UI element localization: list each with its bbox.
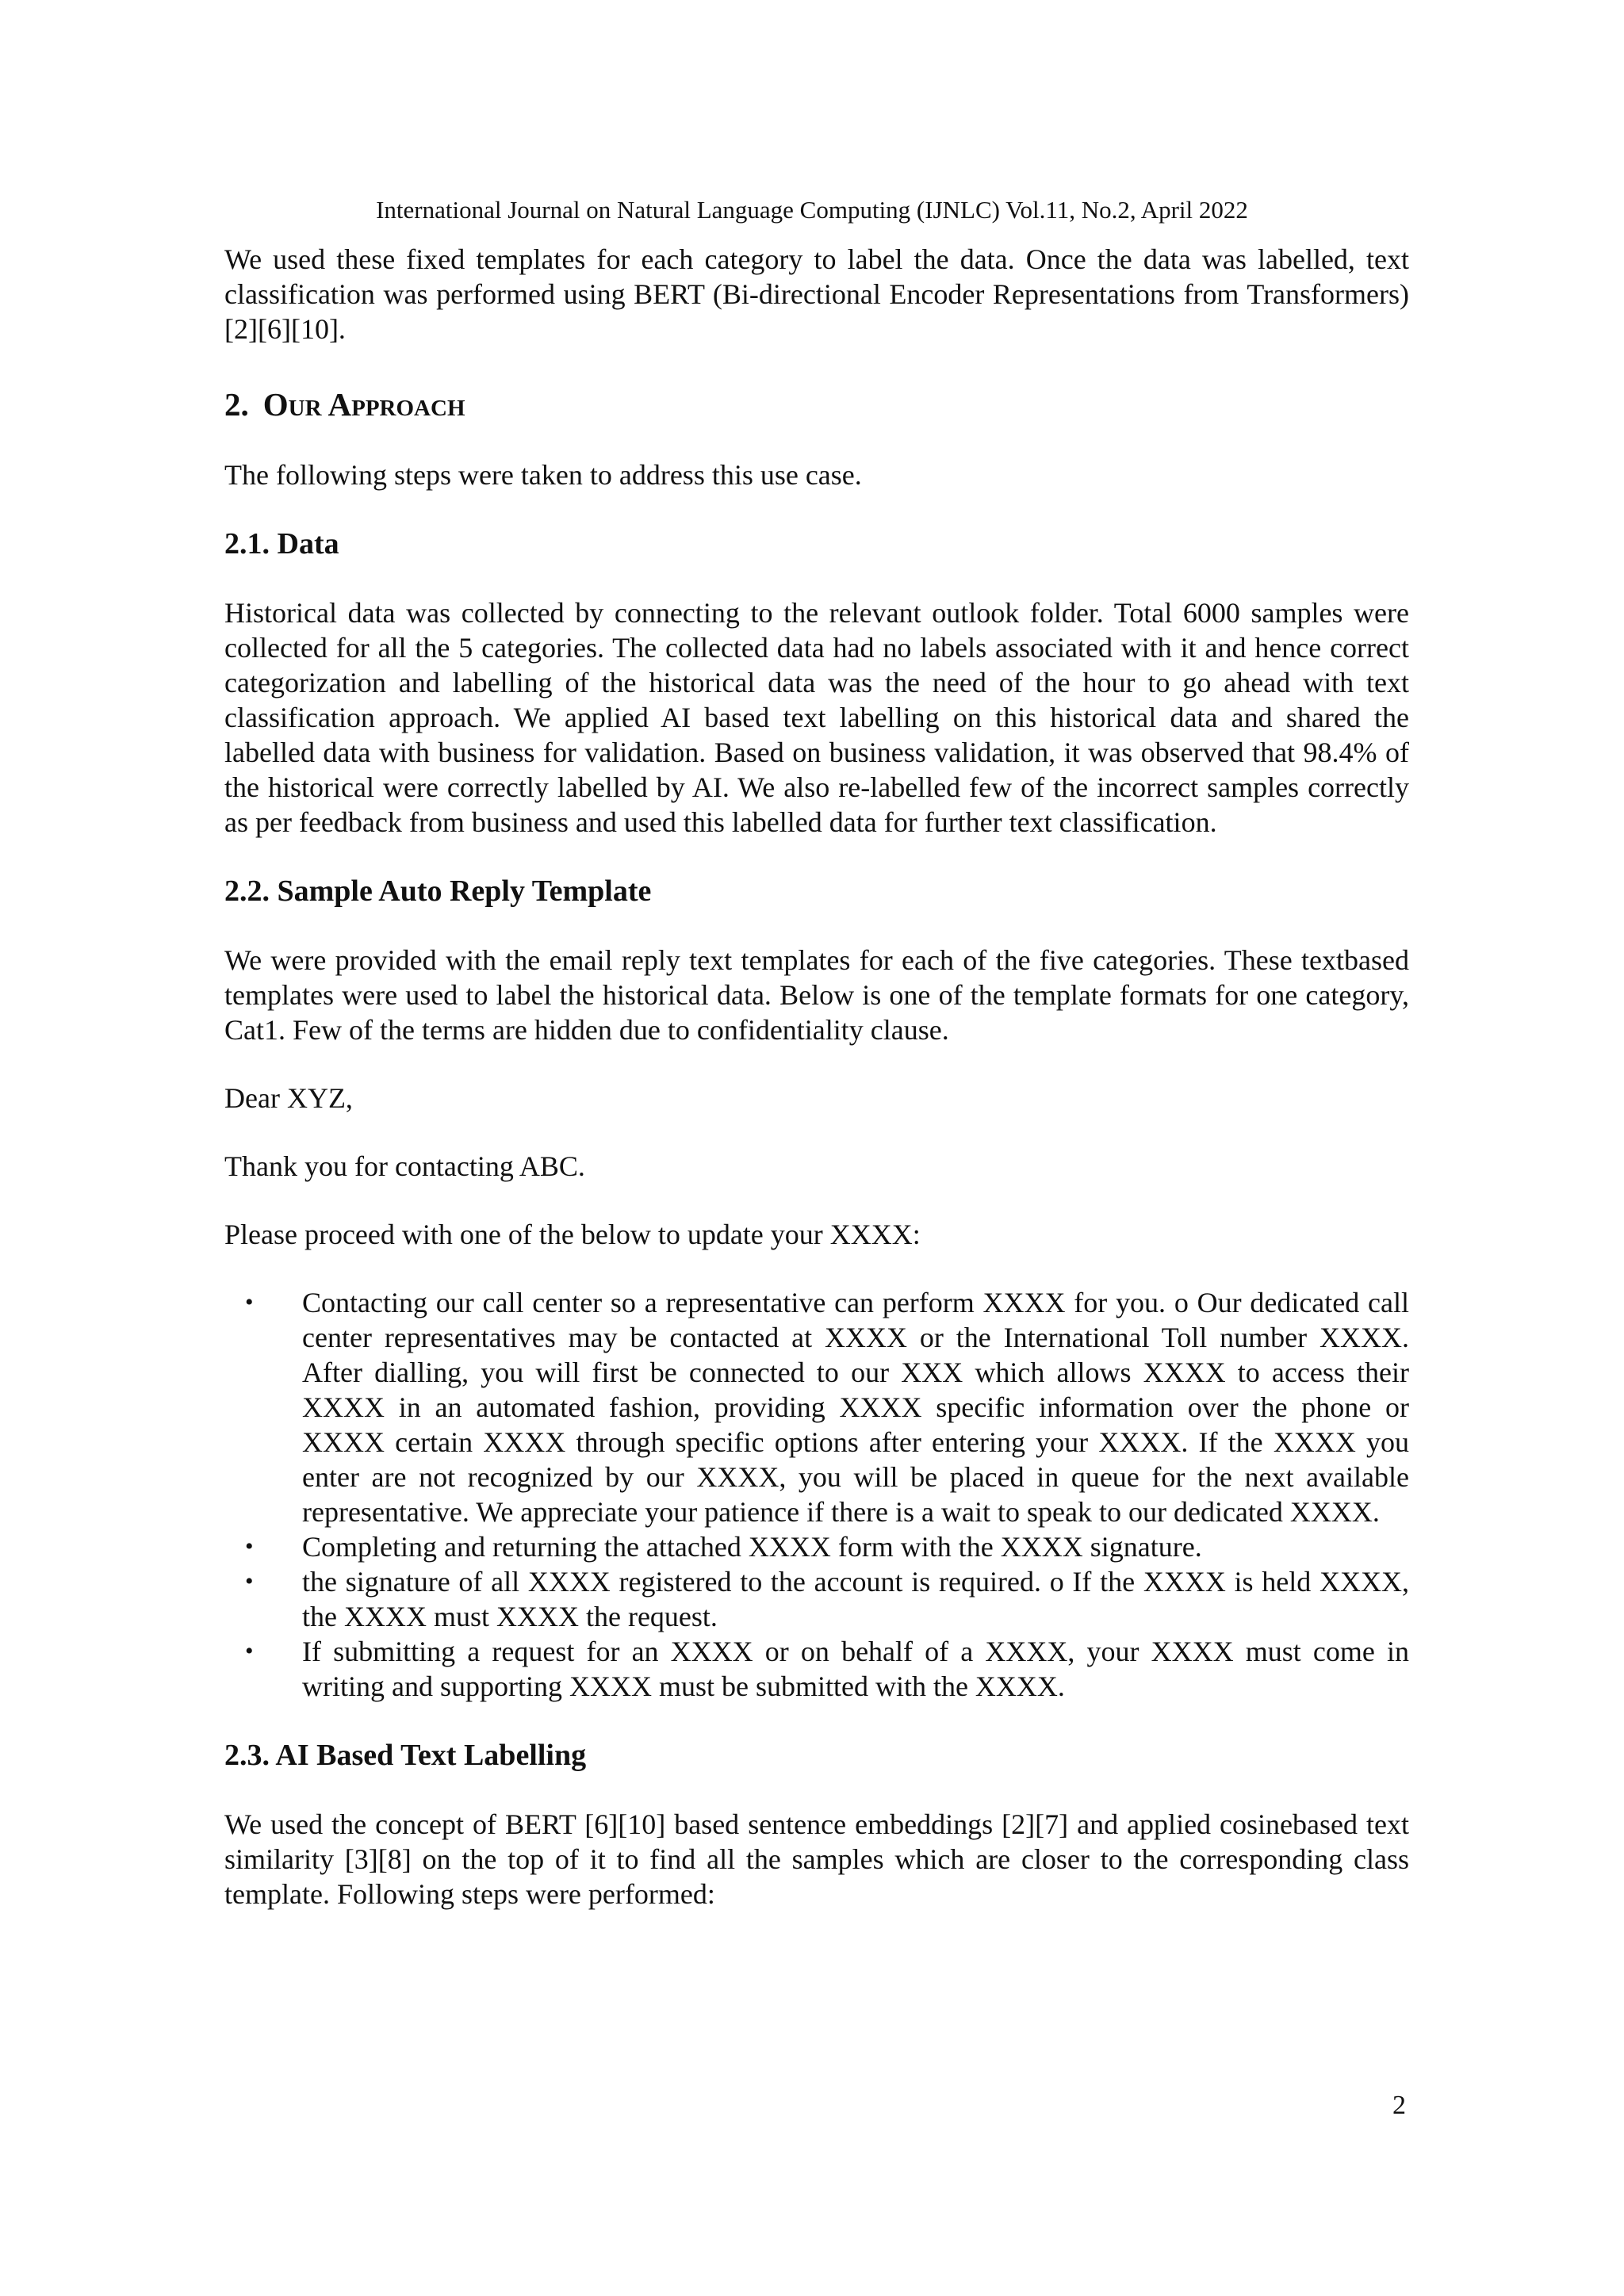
list-item-text: Completing and returning the attached XXXX form with the XXXX signature. [302,1531,1202,1563]
list-item [224,1285,1409,1529]
intro-paragraph: We used these fixed templates for each category to label the data. Once the data was labelled, text classification was performed using BERT (Bi-directional Encoder Representations from Transformers) [2][6][10]. [224,243,1409,345]
template-proceed-line: Please proceed with one of the below to update your XXXX: [224,1219,921,1250]
page-number: 2 [1392,2091,1406,2120]
template-options-list [224,1285,1409,1704]
template-intro-paragraph: We were provided with the email reply text templates for each of the five categories. These textbased templates were used to label the historical data. Below is one of the template formats for one category, Cat1. Few of the terms are hidden due to confidentiality clause. [224,944,1409,1046]
list-item-text: the signature of all XXXX registered to the account is required. o If the XXXX is held XXXX, the XXXX must XXXX the request. [302,1566,1409,1632]
data-paragraph: Historical data was collected by connecting to the relevant outlook folder. Total 6000 samples were collected for all the 5 categories. The collected data had no labels associated with it and hence correct categorization and labelling of the historical data was the need of the hour to go ahead with text classification approach. We applied AI based text labelling on this historical data and shared the labelled data with business for validation. Based on business validation, it was observed that 98.4% of the historical were correctly labelled by AI. We also re-labelled few of the incorrect samples correctly as per feedback from business and used this labelled data for further text classification. [224,597,1409,838]
section-number: 2. [224,386,249,423]
subsection-heading-data: 2.1. Data [224,527,339,561]
template-thanks: Thank you for contacting ABC. [224,1150,585,1182]
page-body [224,242,1409,1911]
section-heading-our-approach [224,385,1409,424]
bullet-icon: • [245,1289,254,1315]
list-item [224,1529,1409,1564]
list-item-text: Contacting our call center so a representative can perform XXXX for you. o Our dedicated call center representatives may be contacted at XXXX or the International Toll number XXXX. After dialling, you will first be connected to our XXX which allows XXXX to access their XXXX in an automated fashion, providing XXXX specific information over the phone or XXXX certain XXXX through specific options after entering your XXXX. If the XXXX you enter are not recognized by our XXXX, you will be placed in queue for the next available representative. We appreciate your patience if there is a wait to speak to our dedicated XXXX. [302,1287,1409,1528]
running-header: International Journal on Natural Language Computing (IJNLC) Vol.11, No.2, April 2022 [376,196,1248,224]
section-title-text: Our Approach [262,386,465,423]
ai-labelling-paragraph: We used the concept of BERT [6][10] based sentence embeddings [2][7] and applied cosinebased text similarity [3][8] on the top of it to find all the samples which are closer to the corresponding class template. Following steps were performed: [224,1808,1409,1910]
subsection-heading-sample-template: 2.2. Sample Auto Reply Template [224,874,652,908]
bullet-icon: • [245,1568,254,1594]
subsection-heading-ai-labelling: 2.3. AI Based Text Labelling [224,1739,587,1772]
list-item [224,1564,1409,1634]
section-lead-paragraph: The following steps were taken to address this use case. [224,459,862,491]
list-item-text: If submitting a request for an XXXX or on behalf of a XXXX, your XXXX must come in writing and supporting XXXX must be submitted with the XXXX. [302,1636,1409,1702]
bullet-icon: • [245,1638,254,1664]
list-item [224,1634,1409,1704]
bullet-icon: • [245,1533,254,1559]
template-greeting: Dear XYZ, [224,1082,353,1114]
